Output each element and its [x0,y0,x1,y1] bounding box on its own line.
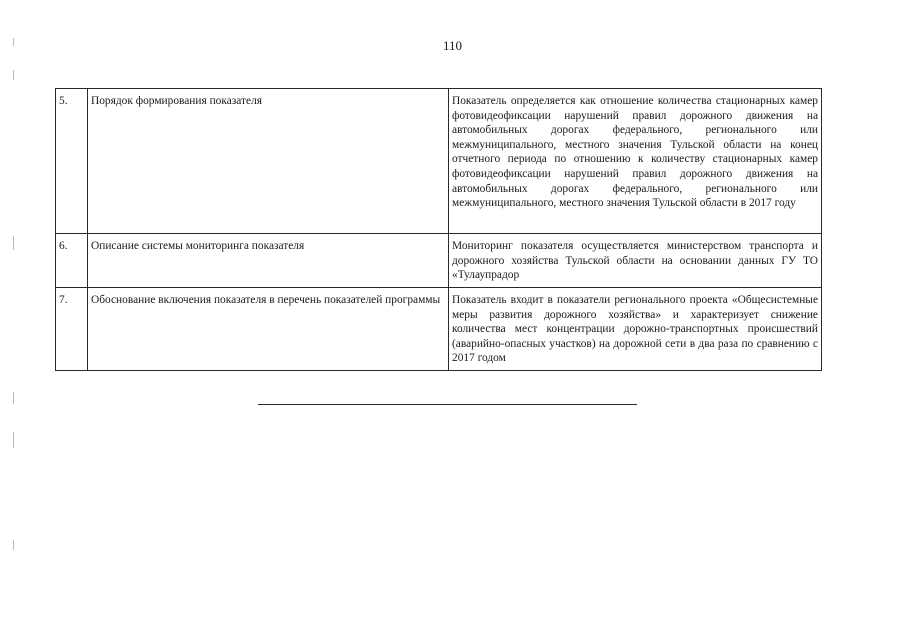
row-parameter-name: Порядок формирования показателя [88,89,449,234]
page-number: 110 [442,38,463,53]
table-row [56,89,822,234]
row-number: 7. [56,288,88,371]
table-row [56,234,822,288]
row-parameter-value: Показатель входит в показатели регионального проекта «Общесистемные меры развития дорожного хозяйства» и характеризует снижение количества мест концентрации дорожно-транспортных происшествий (аварийно-опасных участков) на дорожной сети в два раза по сравнению с 2017 годом [449,288,822,371]
indicator-passport-table [55,88,822,371]
row-parameter-value: Показатель определяется как отношение количества стационарных камер фотовидеофиксации нарушений правил дорожного движения на автомобильных дорогах федерального, регионального или межмуниципального, местного значения Тульской области на конец отчетного периода по отношению к количеству стационарных камер фотовидеофиксации нарушений правил дорожного движения на автомобильных дорогах федерального, регионального или межмуниципального, местного значения Тульской области в 2017 году [449,89,822,234]
row-parameter-value: Мониторинг показателя осуществляется министерством транспорта и дорожного хозяйства Тульской области на основании данных ГУ ТО «Тулаупрадор [449,234,822,288]
scan-margin-mark [13,432,14,448]
row-number: 6. [56,234,88,288]
scan-margin-mark [13,38,14,46]
scan-margin-mark [13,392,14,404]
scan-margin-mark [13,236,14,250]
table-row [56,288,822,371]
closing-divider-line [258,404,637,405]
row-number: 5. [56,89,88,234]
scan-margin-mark [13,70,14,80]
row-parameter-name: Описание системы мониторинга показателя [88,234,449,288]
row-parameter-name: Обоснование включения показателя в перечень показателей программы [88,288,449,371]
scan-margin-mark [13,540,14,550]
